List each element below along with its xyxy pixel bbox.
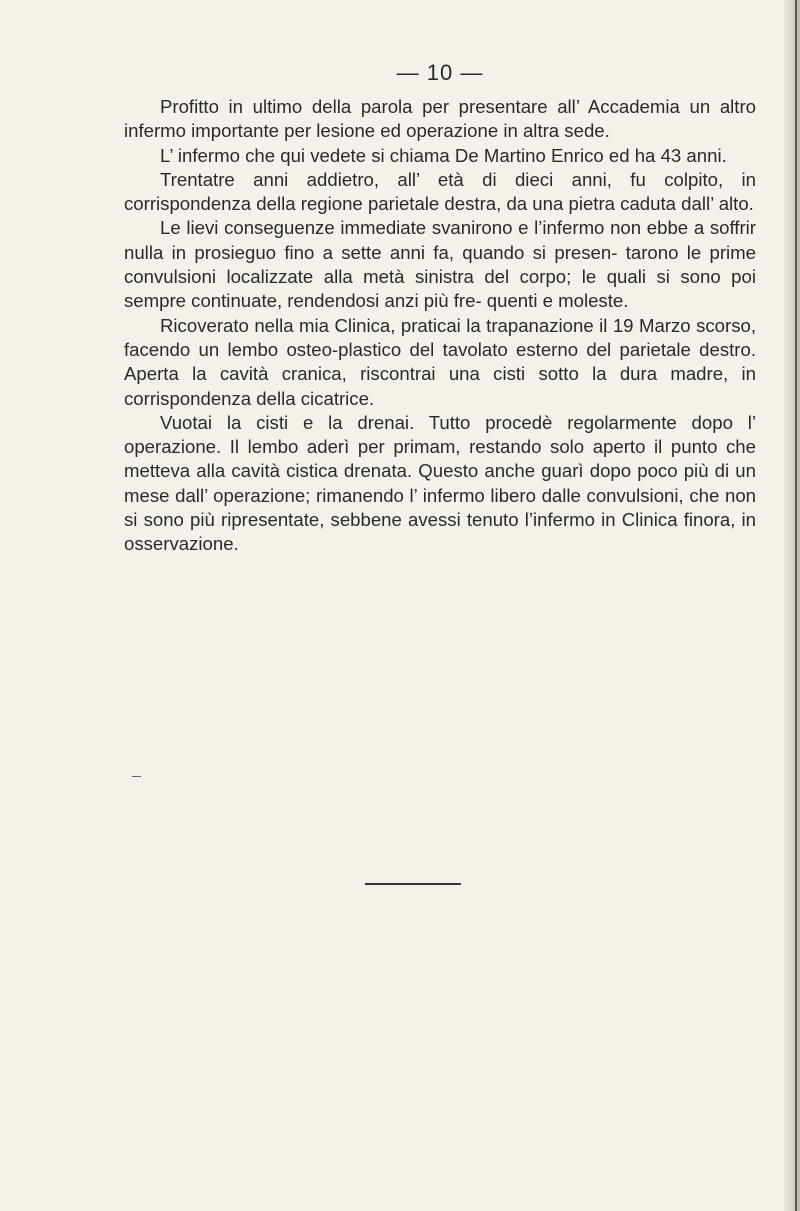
paragraph: Le lievi conseguenze immediate svanirono e l’infermo non ebbe a soffrir nulla in prosieguo fino a sette anni fa, quando si presen- tarono le prime convulsioni localizzate alla metà sinistra del corpo; le quali si sono poi sempre continuate, rendendosi anzi più fre- quenti e moleste. — [124, 217, 756, 312]
body-text — [124, 95, 756, 557]
paragraph: Ricoverato nella mia Clinica, praticai la trapanazione il 19 Marzo scorso, facendo un lembo osteo-plastico del tavolato esterno del parietale destro. Aperta la cavità cranica, riscontrai una cisti sotto la dura madre, in corrispondenza della cicatrice. — [124, 314, 756, 409]
page-number: — 10 — — [396, 60, 484, 85]
page-edge — [784, 0, 800, 1211]
paragraph: L’ infermo che qui vedete si chiama De Martino Enrico ed ha 43 anni. — [160, 144, 727, 166]
paragraph: Trentatre anni addietro, all’ età di dieci anni, fu colpito, in corrispondenza della regione parietale destra, da una pietra caduta dall’ alto. — [124, 168, 756, 215]
section-end-rule — [365, 883, 461, 885]
paragraph: Profitto in ultimo della parola per presentare all’ Accademia un altro infermo importante per lesione ed operazione in altra sede. — [124, 96, 756, 142]
stray-mark — [132, 776, 141, 777]
page-edge-line — [795, 0, 797, 1211]
paragraph: Vuotai la cisti e la drenai. Tutto procedè regolarmente dopo l’ operazione. Il lembo aderì per primam, restando solo aperto il punto che metteva alla cavità cistica drenata. Questo anche guarì dopo poco più di un mese dall’ operazione; rimanendo l’ infermo libero dalle convulsioni, che non si sono più ripresentate, sebbene avessi tenuto l’infermo in Clinica finora, in osservazione. — [124, 411, 756, 555]
